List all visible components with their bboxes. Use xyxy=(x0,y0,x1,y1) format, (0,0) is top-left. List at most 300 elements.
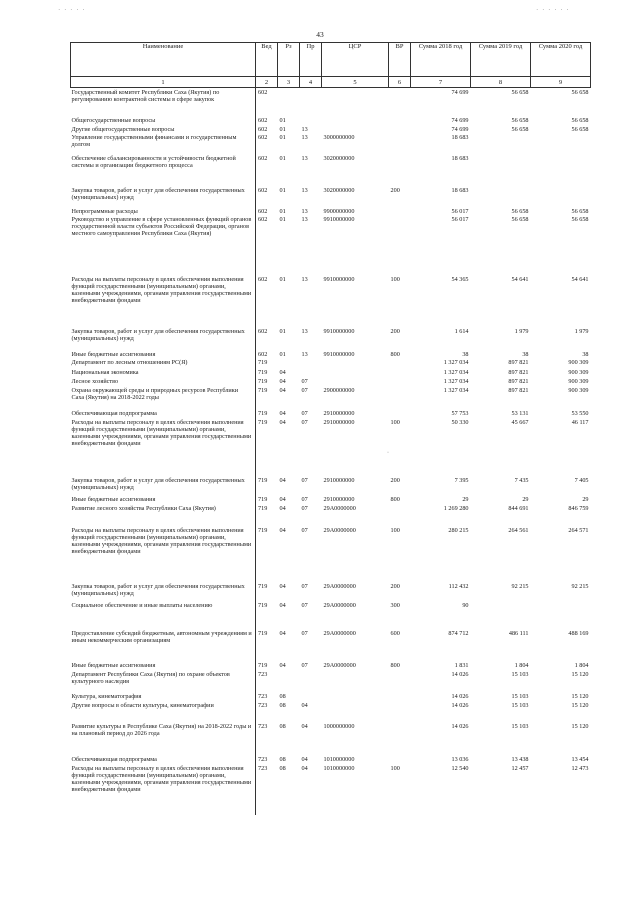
row-name: Расходы на выплаты персоналу в целях обеспечения выполнения функций государственными (муниципальными) органами, казенными учреждениями, органами управления государственными внебюджетными фондами xyxy=(71,764,252,794)
row-sum-2018: 112 432 xyxy=(448,582,469,590)
row-sum-2018: 18 683 xyxy=(451,133,469,141)
table-row xyxy=(71,378,591,387)
row-name: Непрограммные расходы xyxy=(71,207,138,215)
row-sum-2019: 264 561 xyxy=(508,526,529,534)
row-csr xyxy=(322,671,389,693)
row-pr: 07 xyxy=(301,386,308,394)
table-header xyxy=(71,43,591,88)
row-sum-2018: 874 712 xyxy=(448,629,469,637)
row-name: Государственный комитет Республики Саха (Якутия) по регулированию контрактной системы в сфере закупок xyxy=(71,89,220,104)
row-vr xyxy=(389,723,411,756)
row-name: Развитие лесного хозяйства Республики Саха (Якутия) xyxy=(71,504,216,512)
budget-table xyxy=(70,42,591,815)
row-sum-2019: 486 111 xyxy=(508,629,529,637)
row-sum-2018: 1 614 xyxy=(454,327,469,335)
row-pr: 13 xyxy=(301,215,308,223)
row-rz: 04 xyxy=(279,377,286,385)
row-vr xyxy=(389,410,411,419)
row-ved: 719 xyxy=(256,378,278,387)
row-vr: 100 xyxy=(390,275,400,283)
column-number: 3 xyxy=(278,77,300,88)
row-pr: 13 xyxy=(301,154,308,162)
row-name: Национальная экономика xyxy=(71,368,139,376)
row-rz: 01 xyxy=(279,327,286,335)
row-csr: 29А0000000 xyxy=(323,526,356,534)
row-sum-2020: 56 658 xyxy=(571,116,589,124)
row-sum-2020: 900 309 xyxy=(568,377,589,385)
row-sum-2019: 92 215 xyxy=(511,582,529,590)
row-sum-2020: 15 120 xyxy=(571,692,589,700)
row-sum-2019: 15 103 xyxy=(511,670,529,678)
row-pr: 13 xyxy=(301,275,308,283)
row-ved: 723 xyxy=(256,693,278,702)
row-name: Закупка товаров, работ и услуг для обеспечения государственных (муниципальных) нужд xyxy=(71,186,245,201)
row-csr: 1000000000 xyxy=(323,722,355,730)
row-pr: 04 xyxy=(301,722,308,730)
row-name: Охрана окружающей среды и природных ресурсов Республики Саха (Якутия) на 2018-2022 годы xyxy=(71,386,239,401)
row-name: Управление государственными финансами и государственным долгом xyxy=(71,133,237,148)
row-sum-2018: 14 026 xyxy=(451,670,469,678)
row-pr: 07 xyxy=(301,504,308,512)
row-sum-2018: 13 036 xyxy=(451,755,469,763)
row-sum-2020: 56 658 xyxy=(571,125,589,133)
row-name: Социальное обеспечение и иные выплаты населению xyxy=(71,601,213,609)
row-ved: 723 xyxy=(256,702,278,723)
row-sum-2020: 46 117 xyxy=(571,418,589,426)
table-row xyxy=(71,693,591,702)
row-pr: 07 xyxy=(301,601,308,609)
row-rz: 08 xyxy=(279,764,286,772)
row-sum-2020: 56 658 xyxy=(571,207,589,215)
row-sum-2018: 74 699 xyxy=(451,116,469,124)
row-pr: 07 xyxy=(301,495,308,503)
column-number: 5 xyxy=(322,77,389,88)
row-ved: 602 xyxy=(256,126,278,134)
row-name: Расходы на выплаты персоналу в целях обеспечения выполнения функций государственными (муниципальными) органами, казенными учреждениями, органами управления государственными внебюджетными фондами xyxy=(71,526,252,556)
row-sum-2018: 1 327 034 xyxy=(443,368,469,376)
table-row xyxy=(71,276,591,328)
row-csr: 9910000000 xyxy=(323,327,355,335)
row-sum-2020 xyxy=(531,134,591,155)
row-sum-2018: 1 327 034 xyxy=(443,377,469,385)
row-sum-2018: 1 269 280 xyxy=(443,504,469,512)
row-sum-2019: 15 103 xyxy=(511,692,529,700)
row-name: Обеспечивающая подпрограмма xyxy=(71,409,157,417)
row-pr: 07 xyxy=(301,526,308,534)
row-name: Иные бюджетные ассигнования xyxy=(71,350,156,358)
row-ved: 719 xyxy=(256,359,278,369)
row-rz: 01 xyxy=(279,125,286,133)
row-ved: 602 xyxy=(256,88,278,117)
row-rz: 04 xyxy=(279,409,286,417)
row-csr: 29А0000000 xyxy=(323,629,356,637)
header-sum-2019: Сумма 2019 год xyxy=(471,43,531,77)
row-sum-2020 xyxy=(531,155,591,187)
row-rz: 04 xyxy=(279,386,286,394)
row-sum-2020: 1 804 xyxy=(574,661,589,669)
row-sum-2018: 54 365 xyxy=(451,275,469,283)
row-sum-2019: 56 658 xyxy=(511,125,529,133)
row-name: Культура, кинематография xyxy=(71,692,142,700)
row-sum-2019: 12 457 xyxy=(511,764,529,772)
row-sum-2019: 53 131 xyxy=(511,409,529,417)
row-csr: 9900000000 xyxy=(323,207,355,215)
row-sum-2018: 1 327 034 xyxy=(443,358,469,366)
row-sum-2020: 92 215 xyxy=(571,582,589,590)
row-sum-2020: 488 169 xyxy=(568,629,589,637)
row-name: Обеспечение сбалансированности и устойчивости бюджетной системы и организации бюджетного процесса xyxy=(71,154,236,169)
header-vr: ВР xyxy=(389,43,411,77)
row-rz: 01 xyxy=(279,215,286,223)
table-row xyxy=(71,496,591,505)
row-sum-2020: 13 454 xyxy=(571,755,589,763)
table-row xyxy=(71,155,591,187)
row-sum-2020 xyxy=(531,602,591,630)
row-csr xyxy=(322,369,389,378)
table-row xyxy=(71,527,591,583)
row-rz xyxy=(278,671,300,693)
row-csr: 2900000000 xyxy=(323,386,355,394)
row-sum-2020: 12 473 xyxy=(571,764,589,772)
row-pr: 07 xyxy=(301,661,308,669)
table-row xyxy=(71,126,591,134)
row-csr xyxy=(322,117,389,126)
row-sum-2020: 29 xyxy=(582,495,589,503)
row-ved: 602 xyxy=(256,276,278,328)
row-vr: 100 xyxy=(390,526,400,534)
row-sum-2019: 13 438 xyxy=(511,755,529,763)
row-name: Расходы на выплаты персоналу в целях обеспечения выполнения функций государственными (муниципальными) органами, казенными учреждениями, органами управления государственными внебюджетными фондами xyxy=(71,418,252,448)
row-sum-2018: 14 026 xyxy=(451,701,469,709)
row-csr: 1010000000 xyxy=(323,755,355,763)
row-vr xyxy=(389,216,411,276)
table-row xyxy=(71,723,591,756)
row-name: Лесное хозяйство xyxy=(71,377,119,385)
row-sum-2018: 74 699 xyxy=(451,89,469,96)
row-rz: 04 xyxy=(279,418,286,426)
row-rz: 01 xyxy=(279,133,286,141)
column-number: 7 xyxy=(411,77,471,88)
row-sum-2019: 1 979 xyxy=(514,327,529,335)
row-sum-2018: 280 215 xyxy=(448,526,469,534)
table-row xyxy=(71,328,591,351)
stray-scan-mark: · xyxy=(387,450,389,456)
row-sum-2018: 12 540 xyxy=(451,764,469,772)
row-ved: 719 xyxy=(256,583,278,602)
table-row xyxy=(71,765,591,815)
row-rz: 01 xyxy=(279,207,286,215)
row-pr: 13 xyxy=(301,125,308,133)
table-row xyxy=(71,134,591,155)
row-csr: 29А0000000 xyxy=(323,661,356,669)
row-name: Предоставление субсидий бюджетным, автономным учреждениям и иным некоммерческим организациям xyxy=(71,629,252,644)
header-ved: Вед xyxy=(256,43,278,77)
row-vr xyxy=(389,702,411,723)
row-rz: 08 xyxy=(279,692,286,700)
row-csr xyxy=(322,88,389,117)
row-sum-2020: 846 759 xyxy=(568,504,589,512)
row-sum-2019: 56 658 xyxy=(511,89,529,96)
table-row xyxy=(71,505,591,527)
row-sum-2019 xyxy=(471,187,531,208)
row-rz: 04 xyxy=(279,504,286,512)
row-sum-2018: 14 026 xyxy=(451,722,469,730)
row-pr xyxy=(300,693,322,702)
column-number: 8 xyxy=(471,77,531,88)
row-sum-2019: 897 821 xyxy=(508,386,529,394)
row-pr xyxy=(300,369,322,378)
row-csr: 9910000000 xyxy=(323,275,355,283)
row-sum-2020: 15 120 xyxy=(571,670,589,678)
header-csr: ЦСР xyxy=(322,43,389,77)
row-sum-2019 xyxy=(471,134,531,155)
row-ved: 719 xyxy=(256,505,278,527)
row-vr xyxy=(389,359,411,369)
row-ved: 719 xyxy=(256,419,278,477)
row-ved: 719 xyxy=(256,387,278,410)
header-pr: Пр xyxy=(300,43,322,77)
row-vr: 300 xyxy=(390,601,400,609)
row-rz: 04 xyxy=(279,526,286,534)
table-row xyxy=(71,410,591,419)
table-row xyxy=(71,216,591,276)
row-sum-2018: 57 753 xyxy=(451,409,469,417)
row-csr xyxy=(322,126,389,134)
table-row xyxy=(71,88,591,117)
row-pr: 13 xyxy=(301,186,308,194)
page-number: 43 xyxy=(316,30,324,39)
row-sum-2019: 56 658 xyxy=(511,207,529,215)
row-vr: 800 xyxy=(390,350,400,358)
row-sum-2018: 38 xyxy=(462,350,469,358)
row-rz: 04 xyxy=(279,661,286,669)
row-sum-2019 xyxy=(471,155,531,187)
row-sum-2018: 18 683 xyxy=(451,186,469,194)
column-number: 1 xyxy=(71,77,256,88)
row-ved: 602 xyxy=(256,117,278,126)
table-row xyxy=(71,702,591,723)
row-csr: 1010000000 xyxy=(323,764,355,772)
table-row xyxy=(71,359,591,369)
row-vr: 200 xyxy=(390,186,400,194)
row-sum-2020: 54 641 xyxy=(571,275,589,283)
row-rz: 08 xyxy=(279,701,286,709)
row-ved: 602 xyxy=(256,187,278,208)
row-csr: 29А0000000 xyxy=(323,601,356,609)
row-rz: 01 xyxy=(279,154,286,162)
row-sum-2018: 1 327 034 xyxy=(443,386,469,394)
row-rz: 04 xyxy=(279,601,286,609)
row-vr xyxy=(389,671,411,693)
row-pr xyxy=(300,671,322,693)
row-csr xyxy=(322,693,389,702)
row-sum-2020: 1 979 xyxy=(574,327,589,335)
row-sum-2019: 54 641 xyxy=(511,275,529,283)
row-pr: 13 xyxy=(301,207,308,215)
row-ved: 719 xyxy=(256,662,278,671)
row-vr xyxy=(389,378,411,387)
row-csr xyxy=(322,378,389,387)
row-ved: 602 xyxy=(256,328,278,351)
column-number: 9 xyxy=(531,77,591,88)
row-sum-2018: 90 xyxy=(462,601,469,609)
row-rz: 04 xyxy=(279,368,286,376)
row-pr: 07 xyxy=(301,476,308,484)
row-pr: 07 xyxy=(301,409,308,417)
row-csr: 3020000000 xyxy=(323,154,355,162)
row-vr xyxy=(389,756,411,765)
row-sum-2020 xyxy=(531,187,591,208)
row-name: Другие общегосударственные вопросы xyxy=(71,125,175,133)
row-pr: 04 xyxy=(301,701,308,709)
row-vr: 200 xyxy=(390,582,400,590)
row-ved: 719 xyxy=(256,527,278,583)
row-name: Развитие культуры в Республике Саха (Якутия) на 2018-2022 годы и на плановый период до 2026 года xyxy=(71,722,252,737)
table-row xyxy=(71,477,591,496)
row-sum-2019: 15 103 xyxy=(511,701,529,709)
column-number: 4 xyxy=(300,77,322,88)
row-pr: 04 xyxy=(301,764,308,772)
row-sum-2019: 1 804 xyxy=(514,661,529,669)
row-sum-2018: 50 330 xyxy=(451,418,469,426)
scan-artifact-right: · · · · · · xyxy=(536,6,570,14)
row-ved: 719 xyxy=(256,410,278,419)
row-rz: 01 xyxy=(279,116,286,124)
row-csr: 3020000000 xyxy=(323,186,355,194)
row-ved: 602 xyxy=(256,216,278,276)
row-pr xyxy=(300,88,322,117)
row-vr: 100 xyxy=(390,764,400,772)
row-csr: 9910000000 xyxy=(323,350,355,358)
row-ved: 719 xyxy=(256,369,278,378)
row-vr xyxy=(389,208,411,216)
row-csr: 2910000000 xyxy=(323,409,355,417)
row-name: Департамент по лесным отношениям РС(Я) xyxy=(71,358,188,366)
row-csr: 2910000000 xyxy=(323,418,355,426)
row-sum-2019: 38 xyxy=(522,350,529,358)
row-rz: 08 xyxy=(279,722,286,730)
table-row xyxy=(71,369,591,378)
row-sum-2018: 14 026 xyxy=(451,692,469,700)
row-pr: 07 xyxy=(301,377,308,385)
row-sum-2019: 56 658 xyxy=(511,116,529,124)
scan-artifact-left: · · · · · xyxy=(58,6,86,14)
table-body xyxy=(71,88,591,815)
row-pr: 04 xyxy=(301,755,308,763)
row-rz: 04 xyxy=(279,629,286,637)
row-rz: 01 xyxy=(279,350,286,358)
row-pr xyxy=(300,359,322,369)
row-pr: 07 xyxy=(301,629,308,637)
row-vr: 800 xyxy=(390,495,400,503)
row-vr xyxy=(389,117,411,126)
row-sum-2018: 18 683 xyxy=(451,154,469,162)
row-ved: 602 xyxy=(256,134,278,155)
row-pr: 07 xyxy=(301,418,308,426)
row-ved: 723 xyxy=(256,671,278,693)
row-csr xyxy=(322,702,389,723)
row-vr xyxy=(389,505,411,527)
row-name: Общегосударственные вопросы xyxy=(71,116,156,124)
row-sum-2019: 7 435 xyxy=(514,476,529,484)
row-vr: 200 xyxy=(390,327,400,335)
row-pr: 13 xyxy=(301,327,308,335)
row-ved: 602 xyxy=(256,208,278,216)
row-sum-2020: 900 309 xyxy=(568,386,589,394)
row-name: Иные бюджетные ассигнования xyxy=(71,661,156,669)
row-rz: 04 xyxy=(279,582,286,590)
table-row xyxy=(71,208,591,216)
row-sum-2020: 15 120 xyxy=(571,701,589,709)
table-row xyxy=(71,387,591,410)
row-name: Другие вопросы в области культуры, кинематографии xyxy=(71,701,214,709)
row-name: Закупка товаров, работ и услуг для обеспечения государственных (муниципальных) нужд xyxy=(71,582,245,597)
row-sum-2018: 1 831 xyxy=(454,661,469,669)
row-sum-2019: 897 821 xyxy=(508,368,529,376)
row-sum-2018: 56 017 xyxy=(451,215,469,223)
header-rz: Рз xyxy=(278,43,300,77)
row-ved: 723 xyxy=(256,756,278,765)
table-row xyxy=(71,630,591,662)
row-rz xyxy=(278,88,300,117)
row-vr: 200 xyxy=(390,476,400,484)
table-row xyxy=(71,662,591,671)
row-vr: 800 xyxy=(390,661,400,669)
row-sum-2019: 844 691 xyxy=(508,504,529,512)
column-number: 2 xyxy=(256,77,278,88)
table-row xyxy=(71,351,591,359)
row-sum-2020: 38 xyxy=(582,350,589,358)
row-sum-2019 xyxy=(471,602,531,630)
row-rz: 01 xyxy=(279,275,286,283)
table-row xyxy=(71,583,591,602)
row-rz: 04 xyxy=(279,495,286,503)
table-row xyxy=(71,117,591,126)
row-ved: 719 xyxy=(256,630,278,662)
row-pr: 07 xyxy=(301,582,308,590)
row-name: Департамент Республики Саха (Якутия) по охране объектов культурного наследия xyxy=(71,670,230,685)
row-ved: 602 xyxy=(256,155,278,187)
row-sum-2020: 900 309 xyxy=(568,368,589,376)
table-row xyxy=(71,756,591,765)
table-row xyxy=(71,602,591,630)
header-sum-2020: Сумма 2020 год xyxy=(531,43,591,77)
column-number-row xyxy=(71,77,591,88)
row-rz: 04 xyxy=(279,476,286,484)
row-ved: 719 xyxy=(256,496,278,505)
row-name: Закупка товаров, работ и услуг для обеспечения государственных (муниципальных) нужд xyxy=(71,476,245,491)
row-rz: 01 xyxy=(279,186,286,194)
row-pr xyxy=(300,117,322,126)
row-vr: 100 xyxy=(390,418,400,426)
row-sum-2020: 900 309 xyxy=(568,358,589,366)
row-vr: 600 xyxy=(390,629,400,637)
row-csr: 3000000000 xyxy=(323,133,355,141)
row-name: Расходы на выплаты персоналу в целях обеспечения выполнения функций государственными (муниципальными) органами, казенными учреждениями, органами управления государственными внебюджетными фондами xyxy=(71,275,252,305)
row-name: Закупка товаров, работ и услуг для обеспечения государственных (муниципальных) нужд xyxy=(71,327,245,342)
row-sum-2018: 74 699 xyxy=(451,125,469,133)
row-name: Руководство и управление в сфере установленных функций органов государственной власти субъектов Российской Федерации, органов местного самоуправления Республики Саха (Якутия) xyxy=(71,215,252,237)
row-sum-2020: 53 550 xyxy=(571,409,589,417)
row-pr: 13 xyxy=(301,350,308,358)
row-vr xyxy=(389,155,411,187)
row-csr: 2910000000 xyxy=(323,495,355,503)
row-vr xyxy=(389,387,411,410)
row-ved: 723 xyxy=(256,723,278,756)
row-sum-2018: 56 017 xyxy=(451,207,469,215)
row-sum-2019: 897 821 xyxy=(508,358,529,366)
table-row xyxy=(71,671,591,693)
